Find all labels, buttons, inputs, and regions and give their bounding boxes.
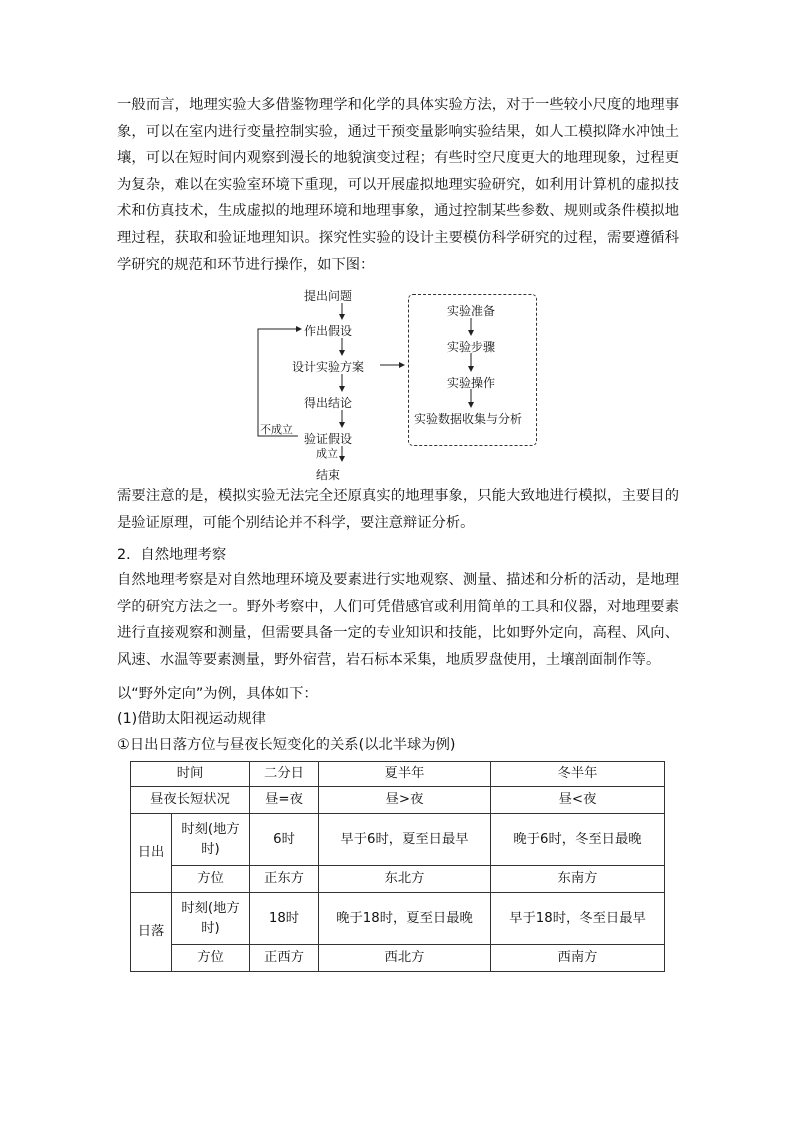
- row-label: 时刻(地方时): [172, 814, 250, 866]
- label-valid: 成立: [316, 447, 338, 460]
- row-label: 昼夜长短状况: [131, 787, 250, 814]
- section-heading: 2．自然地理考察: [117, 547, 227, 563]
- flow-step: 设计实验方案: [292, 360, 365, 374]
- flow-step: 得出结论: [304, 396, 353, 410]
- table-cell: 6时: [250, 814, 319, 866]
- sunset-label: 日落: [131, 893, 172, 972]
- table-cell: 正西方: [250, 945, 319, 972]
- field-paragraph: 自然地理考察是对自然地理环境及要素进行实地观察、测量、描述和分析的活动，是地理学的研究方法之一。野外考察中，人们可凭借感官或利用简单的工具和仪器，对地理要素进行直接观察和测量，但需要具备一定的专业知识和技能，比如野外定向，高程、风向、风速、水温等要素测量，野外宿营，岩石标本采集，地质罗盘使用，土壤剖面制作等。: [117, 572, 679, 668]
- note-paragraph: 需要注意的是，模拟实验无法完全还原真实的地理事象，只能大致地进行模拟，主要目的是验证原理，可能个别结论并不科学，要注意辩证分析。: [117, 488, 679, 531]
- table-cell: 正东方: [250, 866, 319, 893]
- table-cell: 晚于6时，冬至日最晚: [491, 814, 665, 866]
- flow-step: 结束: [316, 468, 341, 482]
- header-cell: 冬半年: [491, 762, 665, 787]
- table-cell: 昼=夜: [250, 787, 319, 814]
- flow-step: 作出假设: [304, 324, 353, 338]
- table-row: [131, 866, 665, 893]
- subheading-sun-motion: (1)借助太阳视运动规律: [117, 711, 266, 727]
- header-cell: 夏半年: [319, 762, 491, 787]
- row-label: 方位: [172, 866, 250, 893]
- table-cell: 西北方: [319, 945, 491, 972]
- row-label: 方位: [172, 945, 250, 972]
- sunrise-sunset-table: [130, 761, 665, 972]
- header-cell: 二分日: [250, 762, 319, 787]
- table-cell: 西南方: [491, 945, 665, 972]
- row-label: 时刻(地方时): [172, 893, 250, 945]
- table-cell: 早于6时，夏至日最早: [319, 814, 491, 866]
- flowchart: [250, 284, 550, 484]
- table-row: [131, 814, 665, 866]
- table-row: [131, 893, 665, 945]
- table-cell: 晚于18时，夏至日最晚: [319, 893, 491, 945]
- subheading-sunrise-sunset: ①日出日落方位与昼夜长短变化的关系(以北半球为例): [117, 737, 456, 753]
- table-header-row: [131, 762, 665, 787]
- label-not-valid: 不成立: [260, 423, 293, 436]
- intro-paragraph: 一般而言，地理实验大多借鉴物理学和化学的具体实验方法，对于一些较小尺度的地理事象，可以在室内进行变量控制实验，通过干预变量影响实验结果，如人工模拟降水冲蚀土壤，可以在短时间内观察到漫长的地貌演变过程；有些时空尺度更大的地理现象，过程更为复杂，难以在实验室环境下重现，可以开展虚拟地理实验研究，如利用计算机的虚拟技术和仿真技术，生成虚拟的地理环境和地理事象，通过控制某些参数、规则或条件模拟地理过程，获取和验证地理知识。探究性实验的设计主要模仿科学研究的过程，需要遵循科学研究的规范和环节进行操作，如下图：: [117, 97, 679, 273]
- box-step: 实验操作: [447, 376, 496, 390]
- table-cell: 东南方: [491, 866, 665, 893]
- box-step: 实验步骤: [447, 340, 496, 354]
- flow-step: 提出问题: [304, 289, 353, 303]
- table-cell: 昼<夜: [491, 787, 665, 814]
- table-cell: 早于18时，冬至日最早: [491, 893, 665, 945]
- table-cell: 18时: [250, 893, 319, 945]
- table-cell: 昼>夜: [319, 787, 491, 814]
- example-line: 以“野外定向”为例，具体如下：: [117, 686, 318, 702]
- table-cell: 东北方: [319, 866, 491, 893]
- table-row: [131, 945, 665, 972]
- flow-step: 验证假设: [304, 432, 353, 446]
- table-row: [131, 787, 665, 814]
- header-cell: 时间: [131, 762, 250, 787]
- box-step: 实验数据收集与分析: [414, 412, 523, 426]
- sunrise-label: 日出: [131, 814, 172, 893]
- box-step: 实验准备: [447, 304, 496, 318]
